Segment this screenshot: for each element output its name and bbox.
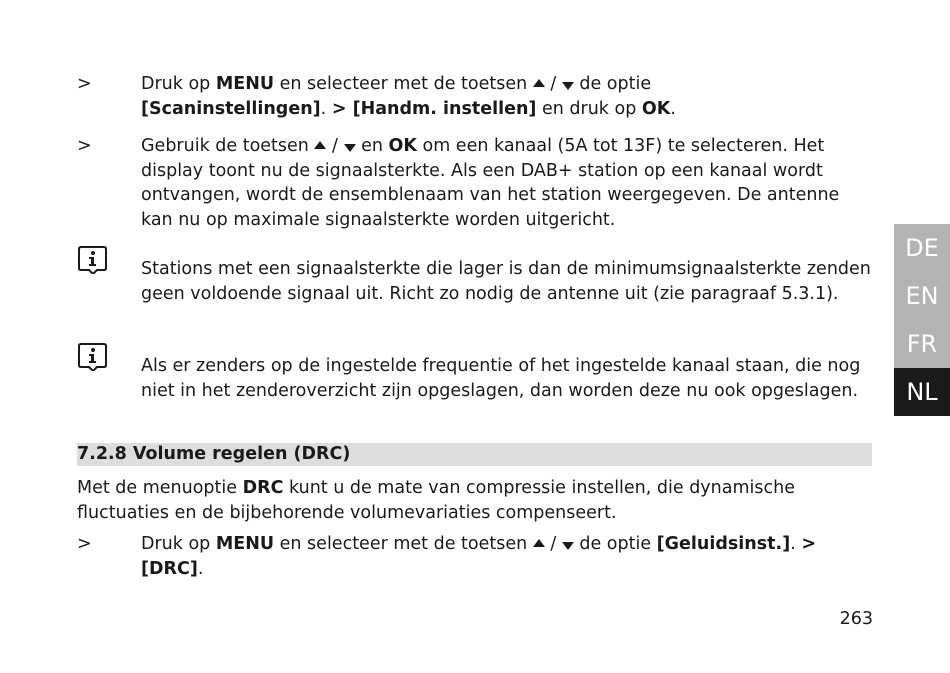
lang-tab-nl[interactable]: NL — [894, 368, 950, 416]
step-2-text: Gebruik de toetsen / en OK om een kanaal (5A tot 13F) te selecteren. Het display toont nu de signaalsterkte. Als een DAB+ station op een kanaal wordt ontvangen, wordt de ensemblenaam van het station weergegeven. De antenne kan nu op maximale signaalsterkte worden uitgericht. — [141, 136, 840, 230]
menu-key: MENU — [215, 534, 275, 554]
drc-term: DRC — [242, 478, 284, 498]
ok-key: OK — [641, 98, 671, 119]
arrow-down-icon — [344, 144, 356, 152]
option-drc: > [DRC] — [141, 534, 816, 579]
bullet-marker: > — [77, 74, 92, 94]
section-heading: 7.2.8 Volume regelen (DRC) — [77, 443, 872, 466]
arrow-up-icon — [533, 539, 545, 547]
info-icon — [77, 244, 107, 274]
option-scaninstellingen: [Scaninstellingen] — [141, 98, 321, 119]
lang-tab-fr[interactable]: FR — [894, 320, 950, 368]
ok-key: OK — [388, 136, 417, 156]
drc-paragraph: Met de menuoptie DRC kunt u de mate van compressie instellen, die dynamische fluctuaties en de bijbehorende volumevariaties compenseert. — [77, 478, 795, 523]
arrow-up-icon — [314, 141, 326, 149]
page-number: 263 — [839, 609, 873, 629]
option-geluidsinst: [Geluidsinst.] — [656, 534, 791, 554]
arrow-down-icon — [562, 82, 574, 90]
bullet-marker: > — [77, 136, 92, 156]
step-3-text: Druk op MENU en selecteer met de toetsen / de optie [Geluidsinst.]. > [DRC]. — [141, 534, 816, 579]
lang-tab-en[interactable]: EN — [894, 272, 950, 320]
lang-tab-de[interactable]: DE — [894, 224, 950, 272]
info-icon — [77, 341, 107, 371]
menu-key: MENU — [215, 74, 275, 94]
note-2-text: Als er zenders op de ingestelde frequentie of het ingestelde kanaal staan, die nog niet in het zenderoverzicht zijn opgeslagen, dan worden deze nu ook opgeslagen. — [141, 356, 861, 401]
option-handm-instellen: [Handm. instellen] — [346, 98, 537, 119]
arrow-down-icon — [562, 542, 574, 550]
step-1-text: Druk op MENU en selecteer met de toetsen / de optie [Scaninstellingen]. > [Handm. instellen] en druk op OK. — [141, 74, 676, 119]
language-tabs — [894, 224, 950, 416]
arrow-up-icon — [533, 79, 545, 87]
note-1-text: Stations met een signaalsterkte die lager is dan de minimumsignaalsterkte zenden geen voldoende signaal uit. Richt zo nodig de antenne uit (zie paragraaf 5.3.1). — [141, 259, 871, 304]
bullet-marker: > — [77, 534, 92, 554]
